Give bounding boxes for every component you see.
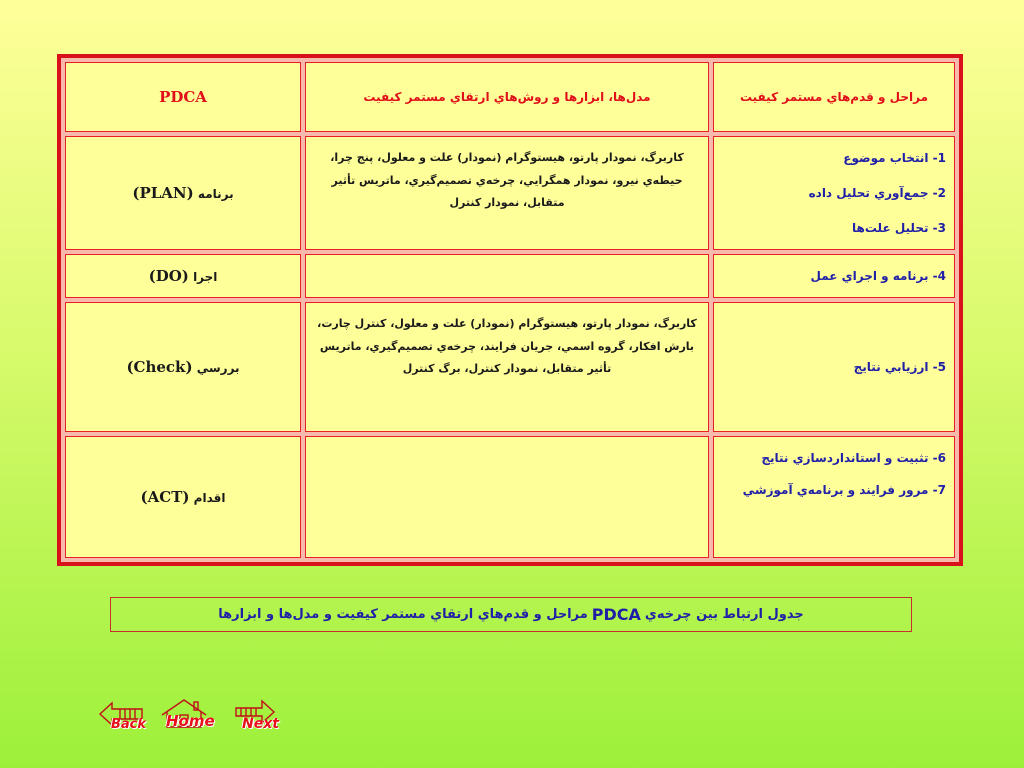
- stage-item: 2- جمع‌آوري تحليل داده: [808, 185, 946, 200]
- stages-cell-check: [713, 302, 955, 432]
- stages-cell-plan: [713, 136, 955, 250]
- pdca-phase-fa: اقدام: [193, 491, 226, 506]
- table-row-check: [65, 302, 955, 432]
- stage-item: 3- تحليل علت‌ها: [852, 220, 946, 235]
- pdca-table-frame: [57, 54, 963, 566]
- caption-acronym: PDCA: [591, 605, 641, 624]
- pdca-cell-act: [65, 436, 301, 558]
- home-button[interactable]: [158, 697, 230, 737]
- table-row-plan: [65, 136, 955, 250]
- table-header-row: [65, 62, 955, 132]
- caption-text-before: جدول ارتباط بين چرخه‌ي: [644, 607, 804, 622]
- pdca-phase-en: (ACT): [140, 488, 190, 507]
- tools-cell-do: [305, 254, 709, 298]
- next-label: Next: [242, 716, 279, 732]
- tools-cell-plan: كاربرگ، نمودار پارتو، هيستوگرام (نمودار) علت و معلول، پنج چرا، حيطه‌ي نيرو، نمودار همگرايي، چرخه‌ي تصميم‌گيري، ماتريس تأثير متقابل، نمودار كنترل: [305, 136, 709, 250]
- table-row-act: [65, 436, 955, 558]
- table-caption: [110, 597, 912, 632]
- pdca-cell-do: [65, 254, 301, 298]
- stage-item: 6- تثبيت و استانداردسازي نتايج: [761, 451, 946, 466]
- pdca-phase-en: (DO): [148, 267, 189, 286]
- header-pdca: PDCA: [65, 62, 301, 132]
- pdca-phase-fa: برنامه: [197, 187, 234, 202]
- pdca-phase-en: (PLAN): [132, 184, 194, 203]
- pdca-cell-check: [65, 302, 301, 432]
- pdca-table: [61, 58, 959, 562]
- back-label: Back: [111, 717, 147, 732]
- tools-cell-act: [305, 436, 709, 558]
- stage-item: 1- انتخاب موضوع: [843, 151, 946, 165]
- pdca-phase-en: (Check): [126, 358, 193, 377]
- tools-cell-check: كاربرگ، نمودار پارتو، هيستوگرام (نمودار) علت و معلول، كنترل چارت، بارش افكار، گروه اسمي، جريان فرايند، چرخه‌ي تصميم‌گيري، ماتريس تأثير متقابل، نمودار كنترل، برگ كنترل: [305, 302, 709, 432]
- stage-item: 5- ارزيابي نتايج: [853, 359, 946, 374]
- next-button[interactable]: [232, 697, 292, 737]
- stage-item: 4- برنامه و اجراي عمل: [810, 268, 946, 283]
- header-tools: مدل‌ها، ابزارها و روش‌هاي ارتقاي مستمر كيفيت: [305, 62, 709, 132]
- pdca-phase-fa: اجرا: [193, 270, 218, 285]
- stages-cell-do: [713, 254, 955, 298]
- back-button[interactable]: [98, 697, 156, 737]
- caption-text-after: مراحل و قدم‌هاي ارتقاي مستمر كيفيت و مدل‌ها و ابزارها: [218, 607, 588, 622]
- table-row-do: [65, 254, 955, 298]
- stages-cell-act: [713, 436, 955, 558]
- stage-item: 7- مرور فرايند و برنامه‌ي آموزشي: [742, 482, 946, 497]
- header-stages: مراحل و قدم‌هاي مستمر كيفيت: [713, 62, 955, 132]
- home-label: Home: [166, 712, 215, 730]
- pdca-cell-plan: [65, 136, 301, 250]
- pdca-phase-fa: بررسي: [196, 361, 240, 376]
